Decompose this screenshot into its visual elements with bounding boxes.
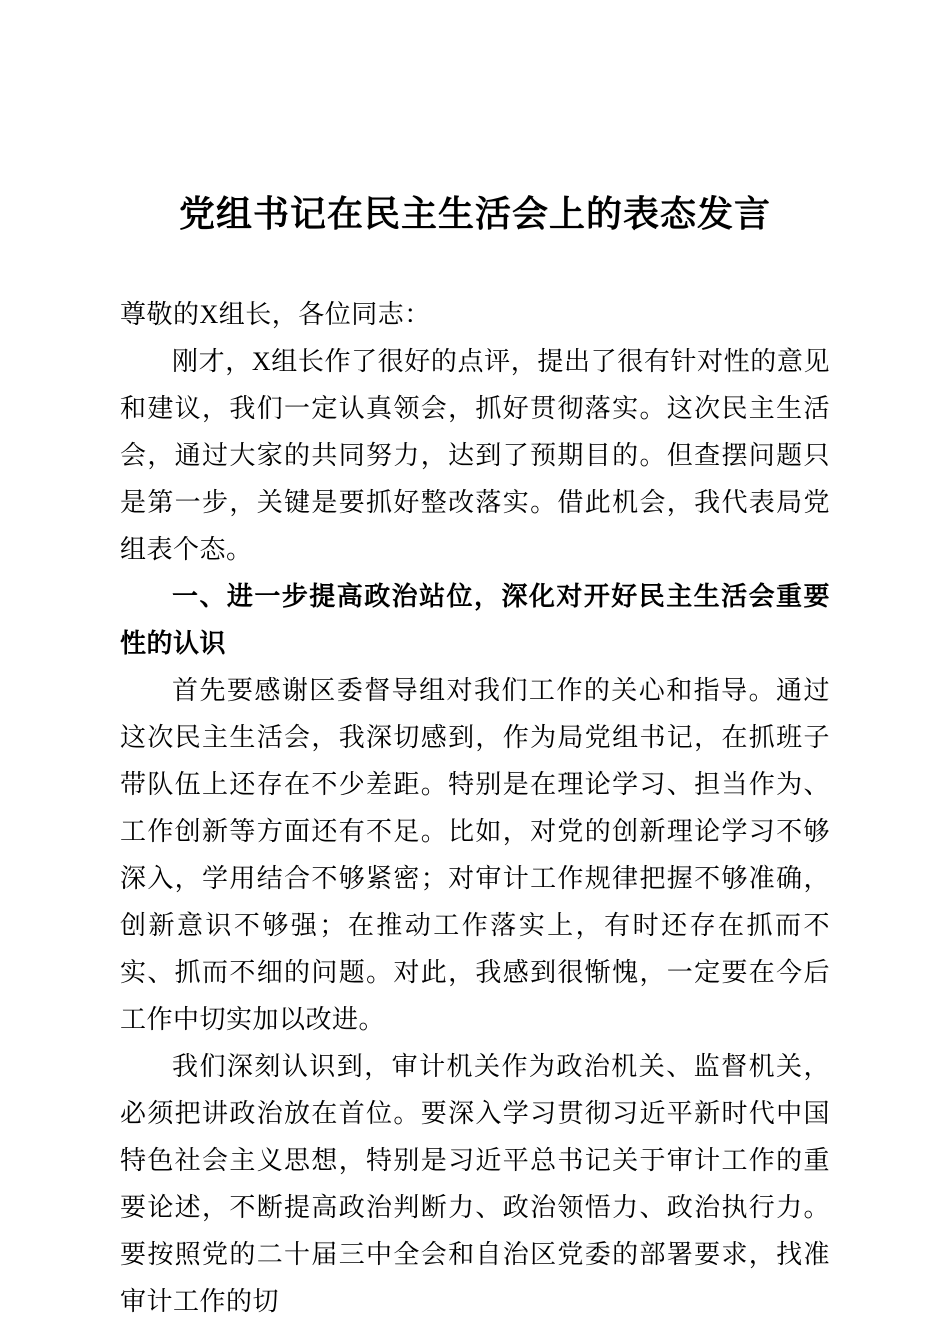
section-heading: 一、进一步提高政治站位，深化对开好民主生活会重要性的认识 [120,580,830,658]
body-paragraph: 首先要感谢区委督导组对我们工作的关心和指导。通过这次民主生活会，我深切感到，作为局党组书记，在抓班子带队伍上还存在不少差距。特别是在理论学习、担当作为、工作创新等方面还有不足。比如，对党的创新理论学习不够深入，学用结合不够紧密；对审计工作规律把握不够准确，创新意识不够强；在推动工作落实上，有时还存在抓而不实、抓而不细的问题。对此，我感到很惭愧，一定要在今后工作中切实加以改进。 [120,675,830,1034]
salutation-paragraph: 尊敬的X组长，各位同志： [120,299,431,329]
document-title: 党组书记在民主生活会上的表态发言 [178,194,771,234]
body-paragraph: 我们深刻认识到，审计机关作为政治机关、监督机关，必须把讲政治放在首位。要深入学习贯彻习近平新时代中国特色社会主义思想，特别是习近平总书记关于审计工作的重要论述，不断提高政治判断力、政治领悟力、政治执行力。要按照党的二十届三中全会和自治区党委的部署要求，找准审计工作的切 [120,1051,830,1316]
body-paragraph: 刚才，X组长作了很好的点评，提出了很有针对性的意见和建议，我们一定认真领会，抓好贯彻落实。这次民主生活会，通过大家的共同努力，达到了预期目的。但查摆问题只是第一步，关键是要抓好整改落实。借此机会，我代表局党组表个态。 [120,346,830,564]
